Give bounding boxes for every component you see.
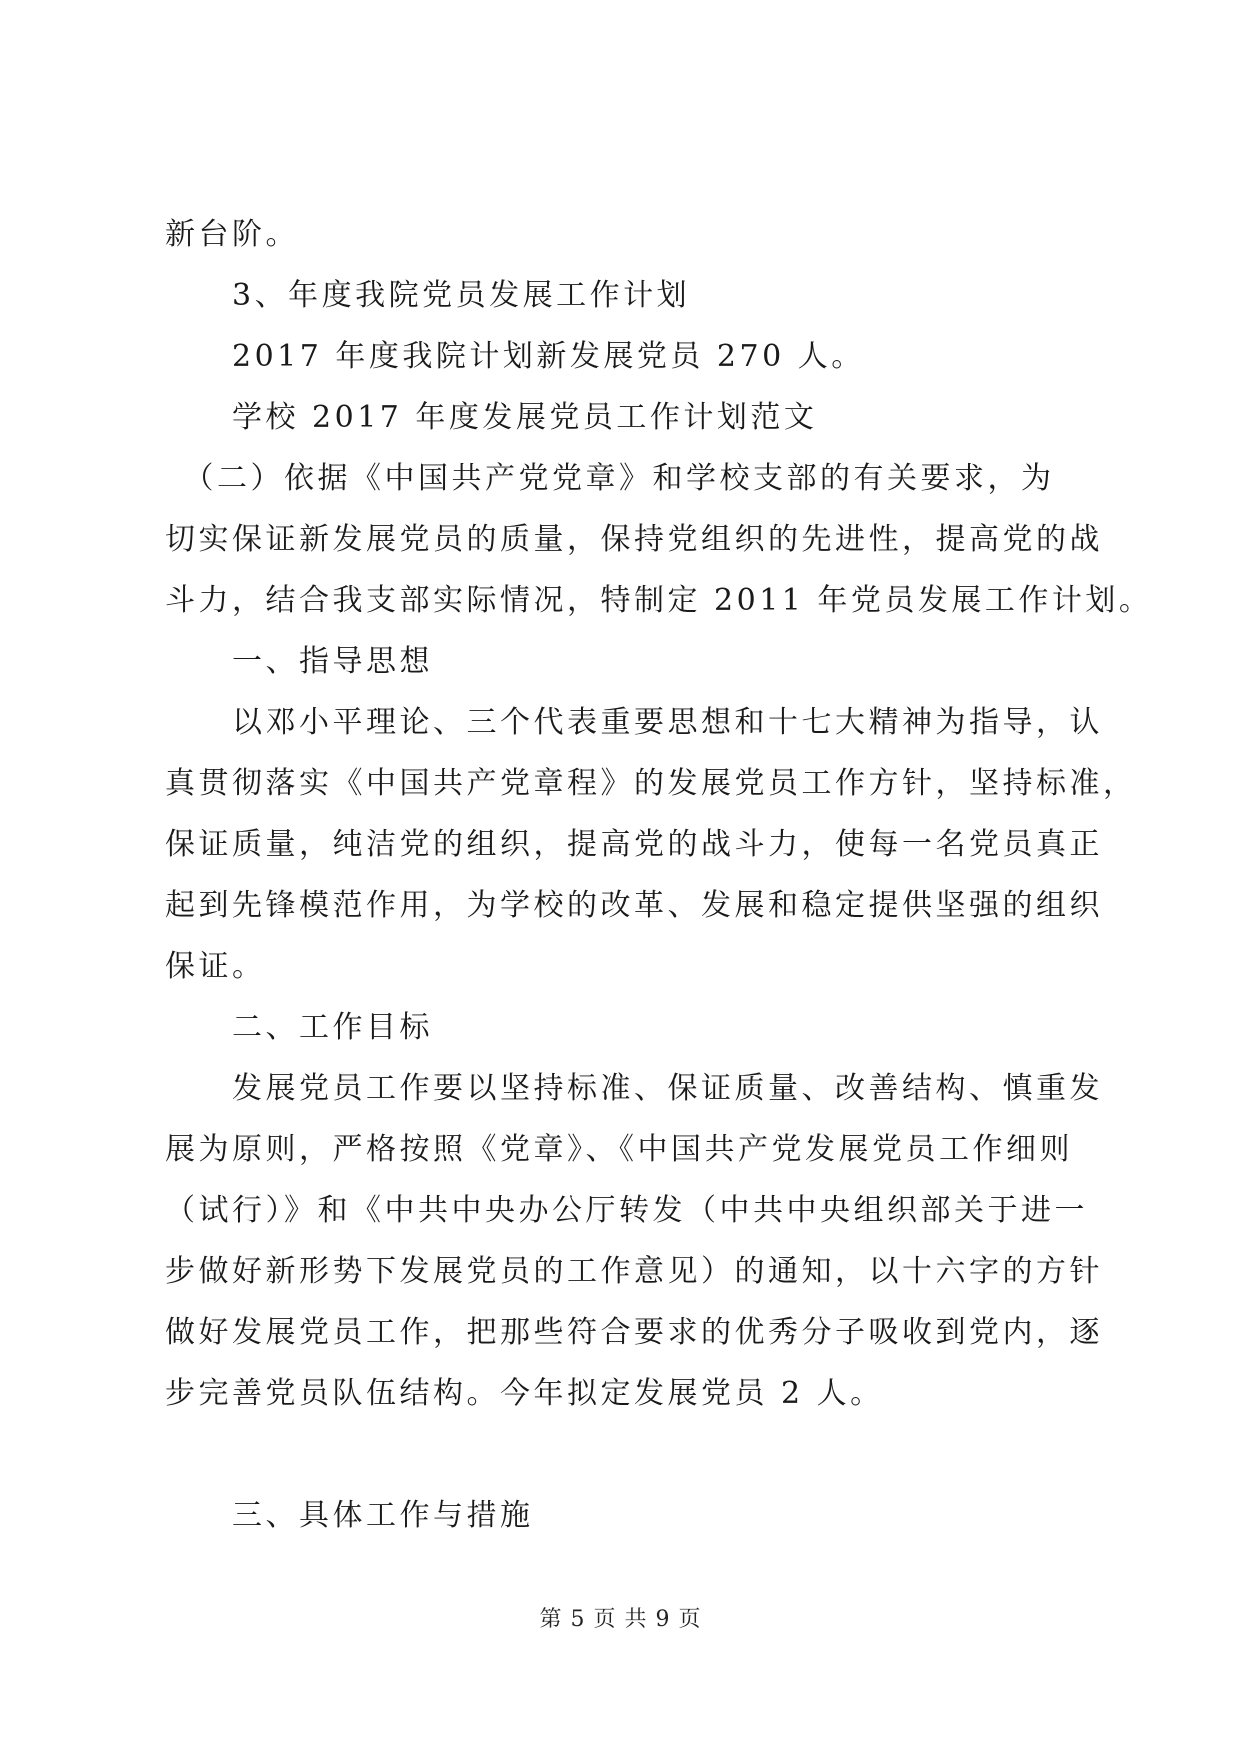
paragraph-gap — [165, 1424, 1080, 1485]
text-line: 真贯彻落实《中国共产党章程》的发展党员工作方针，坚持标准， — [165, 766, 1137, 801]
text-line: （二）依据《中国共产党党章》和学校支部的有关要求，为 — [165, 461, 1055, 496]
section-heading: 二、工作目标 — [165, 1010, 433, 1045]
text-line: 2017 年度我院计划新发展党员 270 人。 — [165, 339, 865, 374]
text-line: 斗力，结合我支部实际情况，特制定 2011 年党员发展工作计划。 — [165, 583, 1153, 618]
page-number-footer: 第 5 页 共 9 页 — [539, 1607, 702, 1632]
text-line: 以邓小平理论、三个代表重要思想和十七大精神为指导，认 — [165, 705, 1103, 740]
text-line: 步做好新形势下发展党员的工作意见）的通知，以十六字的方针 — [165, 1254, 1103, 1289]
text-line: 发展党员工作要以坚持标准、保证质量、改善结构、慎重发 — [165, 1071, 1103, 1106]
text-line: 步完善党员队伍结构。今年拟定发展党员 2 人。 — [165, 1376, 884, 1411]
text-line: （试行）》和《中共中央办公厅转发（中共中央组织部关于进一 — [165, 1193, 1088, 1228]
text-line: 保证。 — [165, 949, 266, 984]
document-body — [165, 204, 1153, 1546]
section-heading: 一、指导思想 — [165, 644, 433, 679]
text-line: 新台阶。 — [165, 217, 299, 252]
text-line: 做好发展党员工作，把那些符合要求的优秀分子吸收到党内，逐 — [165, 1315, 1103, 1350]
section-heading: 3、年度我院党员发展工作计划 — [165, 278, 691, 313]
section-heading: 三、具体工作与措施 — [165, 1498, 534, 1533]
document-title: 学校 2017 年度发展党员工作计划范文 — [165, 400, 818, 435]
text-line: 起到先锋模范作用，为学校的改革、发展和稳定提供坚强的组织 — [165, 888, 1103, 923]
text-line: 展为原则，严格按照《党章》、《中国共产党发展党员工作细则 — [165, 1132, 1073, 1167]
text-line: 保证质量，纯洁党的组织，提高党的战斗力，使每一名党员真正 — [165, 827, 1103, 862]
text-line: 切实保证新发展党员的质量，保持党组织的先进性，提高党的战 — [165, 522, 1103, 557]
